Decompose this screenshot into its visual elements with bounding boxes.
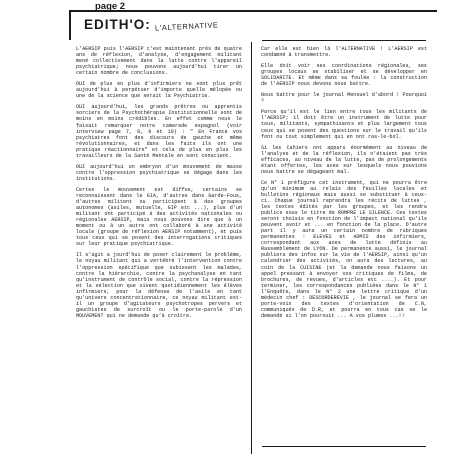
left-paragraph: OUI de plus en plus d'infirmiers ne sont plus prêt aujourd'hui à perpétuer d'importe quelle mélopée ou une de la science que serait la Psychiatrie. bbox=[76, 81, 242, 100]
left-paragraph: Certes le mouvement est diffus, certains se reconnaissent dans le GIA, d'autres dans Garde-Fous, d'autres militent ou participent à des groupes autonomes (asiles, mutuelle, GIP etc ...), plus d'un militant ont participé à des activités nationales ou régionales AERSIP, mais nous pouvons dire que à un moment ou à un autre ont collaboré à une activité locale (groupe de réflexion AERSIP notamment), et puis tous ceux qui se posent des interrogations critiques sur leur pratique psychiatrique. bbox=[76, 186, 242, 248]
column-divider bbox=[251, 42, 252, 454]
title-subtitle: L'ALTERNATIVE bbox=[155, 20, 220, 33]
right-paragraph: Parce qu'il est le lien entre tous les militants de l'AERSIP; il doit être un instrument de lutte pour tous, militants, sympathisants et plus largement tous ceux qui se posent des questions sur le travail qu'ils font ou tout simplement qui en ont ras-le-bol. bbox=[261, 109, 427, 140]
left-column bbox=[76, 46, 242, 324]
header-corner-rule bbox=[69, 10, 71, 40]
left-paragraph: Il s'agit a jourd'hui de poser clairement le problème, le noyau militant qui a vertébré l'intervention contre l'oppression spécifique que subissent les malades, contre la hiérarchie, contre la psychanalyse en tant qu'instrument de contrôle social, contre la répression et la sélection que vivent quotidiennement les élèves infirmiers, pour la défense de l'asile en tant qu'univers concentrationnaire, ce noyau militant est-il un groupe d'agitateurs psychotropes pervers et gauchistes de surcroît ou le porte-parole d'un MOUVEMENT qui ne demande qu'à croître. bbox=[76, 252, 242, 319]
title-main: EDITH'O: bbox=[84, 17, 151, 32]
right-paragraph: Si les Cahiers ont apparu énormément au niveau de l'analyse et de la réflexion, ils n'étaient pas très efficaces, au niveau de la lutte, pas de prolongements étant offertes, les axes sur lesquels nous pouvions nous battre se dégageant mal. bbox=[261, 144, 427, 175]
left-paragraph: OUI aujourd'hui un embryon d'un mouvement de masse contre l'oppression psychiatrique se dégage dans les institutions. bbox=[76, 163, 242, 182]
right-column-bottom-rule bbox=[262, 446, 426, 447]
right-column bbox=[261, 46, 427, 324]
left-paragraph: L'AERSIP puis l'AERSIP c'est maintenant près de quatre ans de réflexion, d'analyse, d'engagement militant mené collectivement dans la lutte contre l'appareil psychiatrique; nous pouvons aujourd'hui tirer un certain nombre de conclusions. bbox=[76, 46, 242, 77]
right-column-top-rule bbox=[262, 40, 426, 41]
right-paragraph: Nous battre pour le journal Mensuel d'abord ! Pourquoi ? bbox=[261, 92, 427, 105]
page-number-label: page 2 bbox=[95, 1, 126, 12]
right-paragraph: Ce N° 1 préfigure cet instrument, qui ne pourra être qu'un minimum au relais des feuilles locales et bulletins régionaux mais aussi se substituer à ceux-ci. Chaque journal reprendra les récits de luttes , les textes édités par les groupes, et les rendra publics sous le titre de ROMPRE LE SILENCE. Ces textes seront choisis en fonction de l'impact national qu'ils peuvent avoir et ... en fonction de la place. D'autre part il y aura un certain nombre de rubriques permanentes : ELEVES et ADMIS des infirmiers, correspondant aux axes de lutte définis au Rassemblement de LYON. De permanence aussi, le journal publiera des infos sur la vie de l'AERSIP, ainsi qu'un calendrier des activités, on aura des lectures, au coin de la CUISINE (et la demande nous faisons un appel pressant à envoyer vos critiques de films, de brochures, de revues, d'articles etc ....). Et pour terminer, les correspondances publiées dans le N° 1 l'Enquête, dans le N° 2 une lettre critique d'un médecin chef : DESCORDEREVIE , le journal se fera un porte-voix des textes d'orientation de C.N, communiqués de D.R, et pourra en tous cas se le demandé si l'on poursuit ... A vos plumes ...!! bbox=[261, 179, 427, 319]
right-paragraph: Elle doit voir ses coordinations régionales, ses groupes locaux se stabiliser et se développer en SOLIDARITE. Et même dans sa foulée : la construction de l'AERSIP nous devons nous battre. bbox=[261, 63, 427, 88]
article-title bbox=[84, 17, 219, 32]
left-paragraph: OUI aujourd'hui, les grands prêtres ou apprentis sorciers de la Psychothérapie Institutionnelle sont de moins en moins crédibles. En effet comme nous le faisait remarquer notre camarade espagnol (voir interview page 7, 8, 9 et 10) : " En France vos psychiatres font des discours de gauche et même révolutionnaires, et dans les faits ils ont une pratique réactionnaire" et cela de plus en plus les travailleurs de la Santé Mentale en sont conscient. bbox=[76, 104, 242, 159]
right-paragraph: Car elle est bien là l'ALTERNATIVE ! L'AERSIP est condamné à transmettre. bbox=[261, 46, 427, 59]
